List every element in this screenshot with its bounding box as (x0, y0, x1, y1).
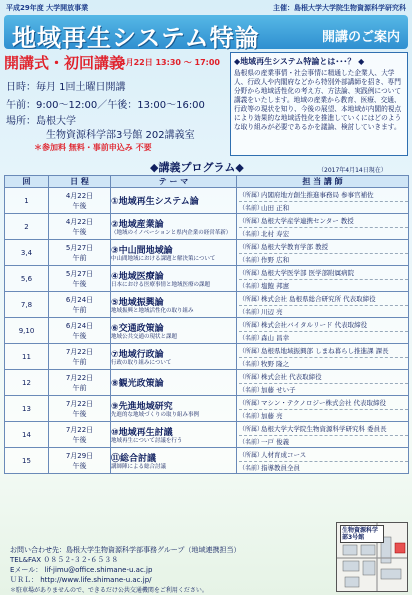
session-day: 7月22日 (65, 373, 94, 382)
instructor-name: 作野 広和 (261, 255, 290, 264)
session-theme (111, 240, 237, 266)
theme-desc: 地域振興と地域活性化の取り組み (111, 307, 194, 314)
instructor-name: 一戸 俊義 (261, 437, 290, 446)
instructor-affiliation: 島根大学教育学部 教授 (261, 243, 329, 251)
program-row (5, 422, 409, 448)
session-ampm: 午前 (72, 383, 87, 392)
name-label: （名前） (239, 282, 264, 290)
session-date (49, 370, 111, 396)
session-date (49, 396, 111, 422)
theme-title: ⑤地域振興論 (111, 297, 164, 308)
theme-desc: 日本における医療事情と地域医療の課題 (111, 281, 211, 288)
session-instructor (237, 344, 409, 370)
name-label: （名前） (239, 412, 264, 420)
organizer-label: 主催：島根大学大学院生物資源科学研究科 (273, 4, 406, 12)
session-ampm: 午後 (72, 201, 87, 210)
theme-title: ⑨先進地域研究 (111, 401, 173, 412)
session-number: 11 (5, 344, 49, 370)
affiliation-label: （所属） (239, 244, 264, 251)
affiliation-label: （所属） (239, 452, 264, 459)
instructor-name: 加藤 せい子 (261, 385, 296, 394)
name-label: （名前） (239, 256, 264, 264)
name-label: （名前） (239, 464, 264, 472)
program-row (5, 396, 409, 422)
header-date: 日 程 (49, 176, 111, 188)
title-banner (4, 15, 408, 52)
session-number: 12 (5, 370, 49, 396)
fee-note: ＊参加料 無料・事前申込み 不要 (34, 143, 152, 152)
name-label: （名前） (239, 204, 264, 212)
name-label: （名前） (239, 308, 264, 316)
event-program-label: 平成29年度 大学開放事業 (6, 4, 89, 12)
theme-title: ⑧観光政策論 (111, 379, 164, 389)
contact-footer (4, 545, 334, 593)
name-label: （名前） (239, 334, 264, 342)
name-label: （名前） (239, 438, 264, 446)
name-label: （名前） (239, 386, 264, 394)
session-theme (111, 422, 237, 448)
session-day: 7月22日 (65, 425, 94, 434)
program-row (5, 292, 409, 318)
affiliation-label: （所属） (239, 322, 264, 329)
session-ampm: 午前 (72, 357, 87, 366)
session-day: 6月24日 (65, 295, 94, 304)
program-row (5, 188, 409, 214)
instructor-name: 北村 寿宏 (261, 229, 290, 238)
session-instructor (237, 240, 409, 266)
contact-title: お問い合わせ先：島根大学生物資源科学部事務グループ（地域連携担当） (10, 546, 241, 554)
schedule-text: 日時：毎月 1回土曜日開講 (6, 82, 126, 93)
instructor-name: 指導教員全員 (261, 463, 300, 472)
session-theme (111, 266, 237, 292)
theme-title: ②地域産業論 (111, 219, 164, 230)
session-number: 9,10 (5, 318, 49, 344)
program-row (5, 448, 409, 474)
instructor-name: 川辺 亮 (261, 307, 283, 316)
affiliation-label: （所属） (239, 348, 264, 355)
session-day: 6月24日 (65, 321, 94, 330)
session-date (49, 188, 111, 214)
instructor-affiliation: 島根県地域振興部 しまね暮らし推進課 課長 (261, 347, 389, 355)
session-ampm: 午後 (72, 435, 87, 444)
session-theme (111, 188, 237, 214)
session-theme (111, 448, 237, 474)
place-label: 場所：島根大学 (6, 116, 76, 127)
affiliation-label: （所属） (239, 296, 264, 303)
affiliation-label: （所属） (239, 218, 264, 225)
session-number: 2 (5, 214, 49, 240)
session-instructor (237, 448, 409, 474)
program-row (5, 240, 409, 266)
contact-tel: TEL&FAX ０８５２-３２-６５３８ (10, 556, 119, 564)
session-ampm: 午後 (72, 409, 87, 418)
header-instructor: 担 当 講 師 (237, 176, 409, 188)
session-instructor (237, 214, 409, 240)
instructor-affiliation: 島根大学産学連携センター 教授 (261, 217, 354, 225)
session-ampm: 午後 (72, 331, 87, 340)
instructor-affiliation: 島根大学大学院生物資源科学研究科 委員長 (261, 425, 387, 433)
program-row (5, 214, 409, 240)
affiliation-label: （所属） (239, 270, 264, 277)
session-date (49, 344, 111, 370)
page-subtitle: 開講のご案内 (321, 30, 400, 45)
session-ampm: 午前 (72, 305, 87, 314)
affiliation-label: （所属） (239, 192, 264, 199)
session-date (49, 266, 111, 292)
theme-desc: 行政の取り組みについて (111, 359, 172, 366)
session-instructor (237, 422, 409, 448)
time-text: 午前：9:00～12:00／午後：13:00～16:00 (6, 100, 205, 111)
session-day: 7月22日 (65, 399, 94, 408)
session-number: 3,4 (5, 240, 49, 266)
theme-desc: 先進的な地域づくりの取り組み事例 (111, 411, 200, 418)
session-number: 1 (5, 188, 49, 214)
header-theme: テ ー マ (111, 176, 237, 188)
session-date (49, 448, 111, 474)
header-num: 回 (5, 176, 49, 188)
program-row (5, 344, 409, 370)
campus-map (336, 522, 408, 592)
instructor-affiliation: 株式会社バイタルリード 代表取締役 (261, 321, 368, 329)
session-number: 5,6 (5, 266, 49, 292)
session-ampm: 午後 (72, 461, 87, 470)
session-ampm: 午前 (72, 253, 87, 262)
theme-desc: 地域再生について討議を行う (111, 437, 183, 444)
session-day: 5月27日 (65, 243, 94, 252)
affiliation-label: （所属） (239, 400, 264, 407)
parking-note: ＊駐車場がありませんので、できるだけ公共交通機関をご利用ください。 (10, 587, 208, 594)
session-instructor (237, 370, 409, 396)
session-day: 4月22日 (65, 217, 94, 226)
about-heading: ◆地域再生システム特論とは･･･？ ◆ (234, 57, 365, 66)
session-theme (111, 292, 237, 318)
session-theme (111, 318, 237, 344)
session-day: 5月27日 (65, 269, 94, 278)
theme-title: ①地域再生システム論 (111, 197, 199, 207)
theme-desc: 講師陣による総合討議 (111, 463, 167, 470)
affiliation-label: （所属） (239, 374, 264, 381)
program-row (5, 370, 409, 396)
program-table (4, 175, 409, 474)
instructor-name: 塩飽 邦憲 (261, 281, 290, 290)
top-bar (0, 0, 412, 16)
theme-title: ⑥交通政策論 (111, 323, 164, 334)
instructor-name: 牧野 隆之 (261, 359, 290, 368)
session-theme (111, 214, 237, 240)
session-number: 15 (5, 448, 49, 474)
about-box (230, 52, 408, 156)
about-body: 島根県の産業事情・社会事情に精通した企業人、大学人、行政人や内閣府などから特別外部講師を招き、専門分野から地域活性化の考え方、方法論、実践例について講義をいたします。地域の産業から教育、医療、交通、行政等の現状を知り、今後の展望、本地域が内閣的視点により効果的な地域活性化を推進していくにはどのような取り組みが必要であるかを議論、検討していきます。 (234, 69, 402, 131)
session-ampm: 午後 (72, 227, 87, 236)
session-date (49, 422, 111, 448)
instructor-affiliation: マシン・テクノロジー株式会社 代表取締役 (261, 399, 387, 407)
contact-url: ＵＲＬ： http://www.life.shimane-u.ac.jp/ (10, 576, 152, 584)
theme-desc: 地域公共交通の現状と課題 (111, 333, 178, 340)
instructor-affiliation: 島根大学医学部 医学部附属病院 (261, 269, 355, 277)
theme-title: ④地域医療論 (111, 271, 164, 282)
instructor-affiliation: 株式会社 島根県総合研究所 代表取締役 (261, 295, 376, 303)
session-theme (111, 344, 237, 370)
program-header-row (5, 176, 409, 188)
place-detail: 生物資源科学部3号館 202講義室 (46, 130, 195, 141)
theme-desc: 中山間地域における課題と解決策について (111, 255, 216, 262)
contact-email: Eメール： lif-jimu@office.shimane-u.ac.jp (10, 566, 153, 574)
instructor-name: 加藤 亮 (261, 411, 283, 420)
session-day: 7月22日 (65, 347, 94, 356)
session-day: 7月29日 (65, 451, 94, 460)
session-instructor (237, 292, 409, 318)
program-row (5, 266, 409, 292)
instructor-name: 山田 正和 (261, 203, 290, 212)
program-title: ◆講義プログラム◆ (150, 161, 244, 174)
theme-title: ⑪総合討議 (111, 453, 157, 464)
ceremony-date: 4月22日 13:30 ～ 17:00 (120, 58, 220, 67)
session-number: 13 (5, 396, 49, 422)
map-label: 生物資源科学部3号館 (340, 525, 384, 543)
theme-title: ③中山間地域論 (111, 245, 173, 256)
session-date (49, 214, 111, 240)
session-day: 4月22日 (65, 191, 94, 200)
ceremony-label: 開講式・初回講義 (4, 54, 125, 72)
session-number: 7,8 (5, 292, 49, 318)
session-date (49, 240, 111, 266)
instructor-affiliation: 内閣府地方創生推進事務局 参事官補佐 (261, 191, 374, 199)
session-instructor (237, 188, 409, 214)
page-title: 地域再生システム特論 (12, 24, 260, 52)
name-label: （名前） (239, 360, 264, 368)
theme-desc: （地域のイノベーションと県内企業の経営革新） (111, 229, 232, 236)
session-instructor (237, 266, 409, 292)
session-instructor (237, 396, 409, 422)
session-ampm: 午後 (72, 279, 87, 288)
course-info (4, 52, 228, 156)
name-label: （名前） (239, 230, 264, 238)
program-row (5, 318, 409, 344)
program-as-of: （2017年4月14日現在） (318, 167, 387, 174)
session-date (49, 318, 111, 344)
session-number: 14 (5, 422, 49, 448)
instructor-affiliation: 人材育成コース (261, 451, 307, 459)
affiliation-label: （所属） (239, 426, 264, 433)
session-theme (111, 370, 237, 396)
session-date (49, 292, 111, 318)
instructor-name: 森山 昌幸 (261, 333, 290, 342)
theme-title: ⑩地域再生討議 (111, 427, 173, 438)
session-instructor (237, 318, 409, 344)
theme-title: ⑦地域行政論 (111, 349, 164, 360)
session-theme (111, 396, 237, 422)
instructor-affiliation: 株式会社 代表取締役 (261, 373, 322, 381)
